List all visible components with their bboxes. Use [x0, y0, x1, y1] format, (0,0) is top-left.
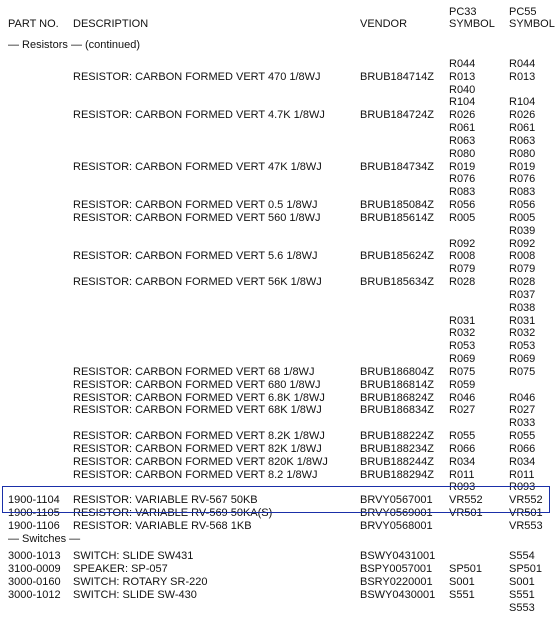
pc55-symbol-cell: VR553: [509, 519, 543, 532]
pc33-symbol-cell: R044: [449, 58, 476, 70]
vendor-cell: BRUB186834Z: [360, 404, 434, 417]
description-cell: RESISTOR: CARBON FORMED VERT 5.6 1/8WJ: [73, 250, 318, 263]
description-cell: RESISTOR: CARBON FORMED VERT 68K 1/8WJ: [73, 404, 322, 417]
pc33-symbol-cell: R034: [449, 455, 476, 468]
pc55-symbol-cell: R092: [509, 237, 536, 250]
pc55-symbol-cell: R008: [509, 250, 536, 263]
pc33-symbol-cell: R008: [449, 250, 476, 263]
pc55-symbol-cell: R075: [509, 365, 536, 378]
vendor-cell: BRUB185084Z: [360, 199, 434, 212]
description-cell: SWITCH: SLIDE SW-430: [73, 588, 197, 601]
vendor-cell: BSWY0431001: [360, 550, 436, 562]
pc33-symbol-cell: R069: [449, 353, 476, 366]
part-no-cell: 3100-0009: [8, 562, 61, 575]
description-cell: RESISTOR: VARIABLE RV-567 50KB: [73, 494, 258, 507]
part-no-cell: 1900-1104: [8, 494, 60, 507]
pc55-symbol-cell: S553: [509, 601, 535, 614]
pc55-symbol-cell: R019: [509, 160, 536, 173]
vendor-cell: BRVY0567001: [360, 494, 433, 507]
pc55-symbol-cell: R046: [509, 391, 536, 404]
part-no-cell: 3000-1013: [8, 550, 61, 562]
pc55-symbol-cell: R104: [509, 96, 536, 109]
pc33-symbol-cell: R063: [449, 134, 476, 147]
section-resistors-continued: — Resistors — (continued): [8, 39, 141, 51]
vendor-cell: BRUB188244Z: [360, 455, 434, 468]
pc33-symbol-cell: R092: [449, 237, 476, 250]
description-cell: SWITCH: ROTARY SR-220: [73, 575, 208, 588]
description-cell: RESISTOR: CARBON FORMED VERT 680 1/8WJ: [73, 378, 321, 391]
pc55-symbol-cell: R032: [509, 327, 536, 340]
vendor-cell: BRVY0568001: [360, 519, 433, 532]
vendor-cell: BSWY0430001: [360, 588, 436, 601]
pc55-symbol-cell: VR552: [509, 494, 543, 507]
description-cell: RESISTOR: CARBON FORMED VERT 47K 1/8WJ: [73, 160, 322, 173]
pc33-symbol-cell: R093: [449, 481, 476, 494]
pc33-symbol-cell: S001: [449, 575, 475, 588]
description-cell: RESISTOR: CARBON FORMED VERT 560 1/8WJ: [73, 211, 321, 224]
pc33-symbol-cell: R075: [449, 365, 476, 378]
pc33-symbol-cell: R079: [449, 263, 476, 276]
description-cell: RESISTOR: VARIABLE RV-568 1KB: [73, 519, 252, 532]
pc33-symbol-cell: R061: [449, 122, 476, 135]
pc33-symbol-cell: R055: [449, 430, 476, 443]
pc55-symbol-cell: VR501: [509, 507, 543, 520]
description-cell: SPEAKER: SP-057: [73, 562, 168, 575]
pc33-symbol-cell: R083: [449, 186, 476, 199]
vendor-header: VENDOR: [360, 18, 408, 30]
pc33-symbol-cell: R005: [449, 211, 476, 224]
description-cell: RESISTOR: CARBON FORMED VERT 56K 1/8WJ: [73, 276, 322, 289]
pc33-symbol-cell: R011: [449, 468, 475, 481]
description-cell: SWITCH: SLIDE SW431: [73, 550, 194, 562]
highlight-box: [2, 486, 550, 513]
vendor-cell: BRUB184724Z: [360, 109, 434, 122]
pc33-symbol-cell: R046: [449, 391, 476, 404]
pc55-symbol-cell: R039: [509, 224, 536, 237]
pc55-symbol-cell: SP501: [509, 562, 543, 575]
pc55-symbol-cell: R026: [509, 109, 536, 122]
description-cell: RESISTOR: CARBON FORMED VERT 8.2K 1/8WJ: [73, 430, 325, 443]
pc33-symbol-cell: VR501: [449, 507, 483, 520]
pc55-symbol-cell: R011: [509, 468, 535, 481]
pc33-symbol-cell: R104: [449, 96, 476, 109]
pc55-symbol-cell: R033: [509, 417, 536, 430]
vendor-cell: BSRY0220001: [360, 575, 433, 588]
pc55-symbol-cell: R034: [509, 455, 536, 468]
part-no-cell: 3000-0160: [8, 575, 61, 588]
pc55-symbol-cell: R031: [509, 314, 536, 327]
pc55-header-bottom: SYMBOL: [509, 18, 555, 30]
vendor-cell: BRUB188234Z: [360, 442, 434, 455]
pc55-symbol-cell: S554: [509, 550, 535, 562]
description-cell: RESISTOR: CARBON FORMED VERT 4.7K 1/8WJ: [73, 109, 325, 122]
pc55-symbol-cell: R093: [509, 481, 536, 494]
part-no-cell: 1900-1105: [8, 507, 60, 520]
vendor-cell: BRVY0569001: [360, 507, 433, 520]
description-cell: RESISTOR: CARBON FORMED VERT 0.5 1/8WJ: [73, 199, 318, 212]
pc55-symbol-cell: R053: [509, 340, 536, 353]
vendor-cell: BRUB188224Z: [360, 430, 434, 443]
part-no-cell: 3000-1012: [8, 588, 61, 601]
pc55-symbol-cell: R056: [509, 199, 536, 212]
pc33-symbol-cell: R032: [449, 327, 476, 340]
pc55-symbol-cell: R066: [509, 442, 536, 455]
description-cell: RESISTOR: VARIABLE RV-569 50KA(S): [73, 507, 273, 520]
vendor-cell: BRUB186804Z: [360, 365, 434, 378]
description-cell: RESISTOR: CARBON FORMED VERT 8.2 1/8WJ: [73, 468, 318, 481]
pc33-symbol-cell: R019: [449, 160, 476, 173]
description-cell: RESISTOR: CARBON FORMED VERT 68 1/8WJ: [73, 365, 315, 378]
pc55-symbol-cell: R013: [509, 70, 536, 83]
description-header: DESCRIPTION: [73, 18, 149, 30]
pc55-symbol-cell: S551: [509, 588, 535, 601]
pc33-symbol-cell: R040: [449, 83, 476, 96]
pc55-symbol-cell: R061: [509, 122, 536, 135]
pc33-symbol-cell: R066: [449, 442, 476, 455]
pc33-symbol-cell: R059: [449, 378, 476, 391]
pc33-symbol-cell: R031: [449, 314, 476, 327]
pc33-symbol-cell: S551: [449, 588, 475, 601]
pc55-header-top: PC55: [509, 6, 537, 18]
vendor-cell: BRUB184734Z: [360, 160, 434, 173]
vendor-cell: BRUB186814Z: [360, 378, 434, 391]
pc33-symbol-cell: R028: [449, 276, 476, 289]
vendor-cell: BRUB188294Z: [360, 468, 434, 481]
pc55-symbol-cell: R044: [509, 58, 536, 70]
part-no-header: PART NO.: [8, 18, 59, 30]
pc55-symbol-cell: R037: [509, 288, 536, 301]
vendor-cell: BRUB184714Z: [360, 70, 434, 83]
pc55-symbol-cell: R005: [509, 211, 536, 224]
description-cell: RESISTOR: CARBON FORMED VERT 82K 1/8WJ: [73, 442, 322, 455]
pc55-symbol-cell: R079: [509, 263, 536, 276]
pc55-symbol-cell: R028: [509, 276, 536, 289]
part-no-cell: 1900-1106: [8, 519, 60, 532]
pc55-symbol-cell: R027: [509, 404, 536, 417]
vendor-cell: BRUB185634Z: [360, 276, 434, 289]
pc33-symbol-cell: R053: [449, 340, 476, 353]
pc55-symbol-cell: R038: [509, 301, 536, 314]
pc55-symbol-cell: R069: [509, 353, 536, 366]
pc33-symbol-cell: R013: [449, 70, 476, 83]
vendor-cell: BRUB186824Z: [360, 391, 434, 404]
vendor-cell: BSPY0057001: [360, 562, 433, 575]
pc33-symbol-cell: VR552: [449, 494, 483, 507]
pc33-symbol-cell: R056: [449, 199, 476, 212]
description-cell: RESISTOR: CARBON FORMED VERT 820K 1/8WJ: [73, 455, 328, 468]
vendor-cell: BRUB185624Z: [360, 250, 434, 263]
section-switches: — Switches —: [8, 533, 81, 545]
description-cell: RESISTOR: CARBON FORMED VERT 470 1/8WJ: [73, 70, 321, 83]
pc55-symbol-cell: S001: [509, 575, 535, 588]
pc55-symbol-cell: R076: [509, 173, 536, 186]
pc33-symbol-cell: R027: [449, 404, 476, 417]
pc33-header-top: PC33: [449, 6, 477, 18]
pc33-symbol-cell: R080: [449, 147, 476, 160]
pc55-symbol-cell: R063: [509, 134, 536, 147]
pc33-symbol-cell: R026: [449, 109, 476, 122]
pc55-symbol-cell: R080: [509, 147, 536, 160]
pc33-symbol-cell: R076: [449, 173, 476, 186]
pc33-header-bottom: SYMBOL: [449, 18, 495, 30]
pc33-symbol-cell: SP501: [449, 562, 483, 575]
pc55-symbol-cell: R055: [509, 430, 536, 443]
pc55-symbol-cell: R083: [509, 186, 536, 199]
description-cell: RESISTOR: CARBON FORMED VERT 6.8K 1/8WJ: [73, 391, 325, 404]
vendor-cell: BRUB185614Z: [360, 211, 434, 224]
